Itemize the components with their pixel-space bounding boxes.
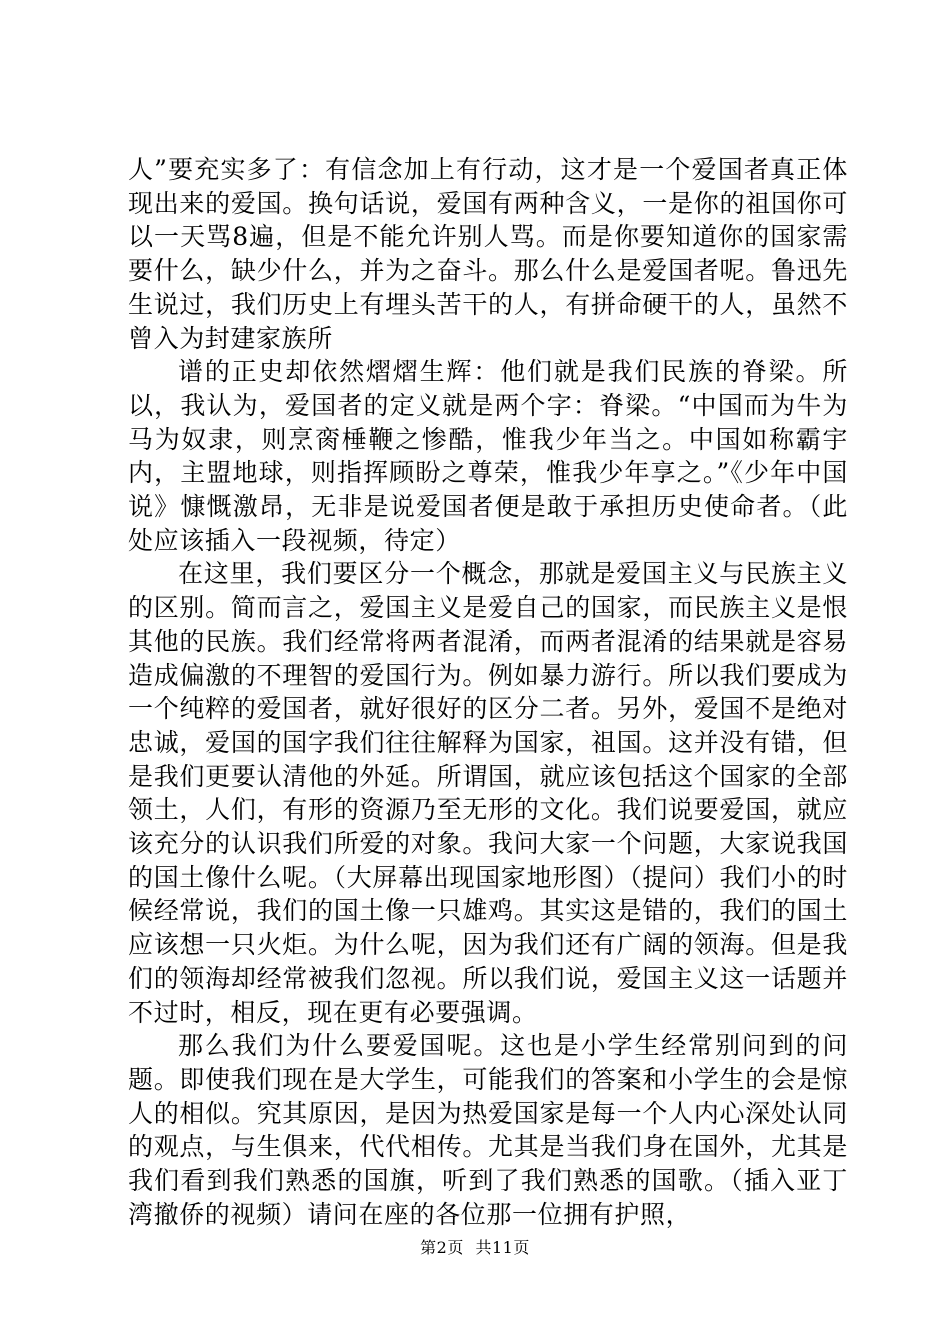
page-number: 第2页 (420, 1238, 464, 1257)
page-total: 共11页 (475, 1238, 530, 1257)
document-body (128, 153, 848, 1232)
paragraph: 在这里，我们要区分一个概念，那就是爱国主义与民族主义的区别。简而言之，爱国主义是爱自己的国家，而民族主义是恨其他的民族。我们经常将两者混淆，而两者混淆的结果就是容易造成偏激的不理智的爱国行为。例如暴力游行。所以我们要成为一个纯粹的爱国者，就好很好的区分二者。另外，爱国不是绝对忠诚，爱国的国字我们往往解释为国家，祖国。这并没有错，但是我们更要认清他的外延。所谓国，就应该包括这个国家的全部领土，人们，有形的资源乃至无形的文化。我们说要爱国，就应该充分的认识我们所爱的对象。我问大家一个问题，大家说我国的国土像什么呢。（大屏幕出现国家地形图）（提问）我们小的时候经常说，我们的国土像一只雄鸡。其实这是错的，我们的国土应该想一只火炬。为什么呢，因为我们还有广阔的领海。但是我们的领海却经常被我们忽视。所以我们说，爱国主义这一话题并不过时，相反，现在更有必要强调。 (128, 559, 848, 1027)
page-footer (0, 1238, 950, 1258)
paragraph: 谱的正史却依然熠熠生辉：他们就是我们民族的脊梁。所以，我认为，爱国者的定义就是两个字：脊梁。“中国而为牛为马为奴隶，则烹脔棰鞭之惨酷，惟我少年当之。中国如称霸宇内，主盟地球，则指挥顾盼之尊荣，惟我少年享之。”《少年中国说》慷慨激昂，无非是说爱国者便是敢于承担历史使命者。（此处应该插入一段视频，待定） (128, 357, 848, 555)
paragraph: 那么我们为什么要爱国呢。这也是小学生经常别问到的问题。即使我们现在是大学生，可能我们的答案和小学生的会是惊人的相似。究其原因，是因为热爱国家是每一个人内心深处认同的观点，与生俱来，代代相传。尤其是当我们身在国外，尤其是我们看到我们熟悉的国旗，听到了我们熟悉的国歌。（插入亚丁湾撤侨的视频）请问在座的各位那一位拥有护照， (128, 1031, 848, 1229)
paragraph-continued: 人”要充实多了：有信念加上有行动，这才是一个爱国者真正体现出来的爱国。换句话说，爱国有两种含义，一是你的祖国你可以一天骂8遍，但是不能允许别人骂。而是你要知道你的国家需要什么，缺少什么，并为之奋斗。那么什么是爱国者呢。鲁迅先生说过，我们历史上有埋头苦干的人，有拼命硬干的人，虽然不曾入为封建家族所 (128, 155, 848, 353)
